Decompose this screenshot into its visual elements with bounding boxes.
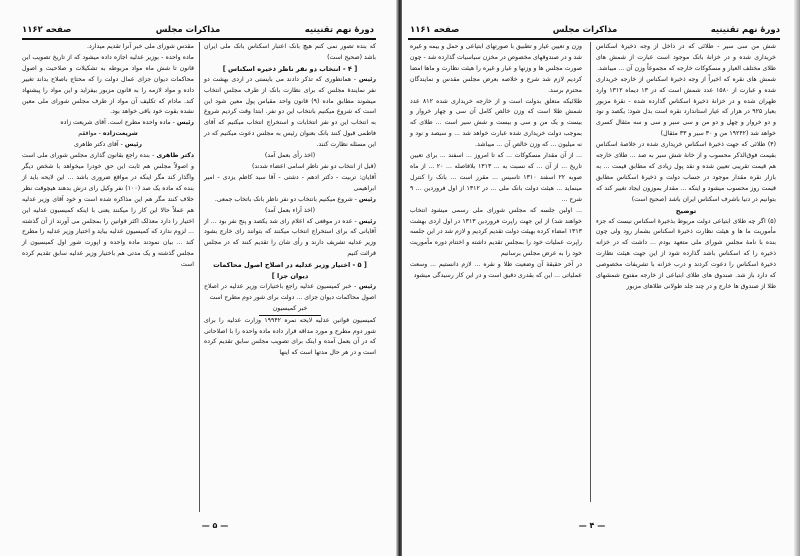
paragraph: ماده واحده - بوزیر عدلیه اجازه داده میشود که از تاریخ تصویب این قانون تا شش ماه مواد مربوطه به تشکیلات و صلاحیت و اصول محاکمات دیوان جزای عمال دولت را که محتاج باصلاح بداند تغییر داده و مواد لازمه را به قانون مزبور بیفزاید و این مواد را پیشنهاد کند. مادام که تکلیف آن مواد از طرف مجلس شورای ملی معین نشده بقوت خود باقی خواهد بود.: [22, 53, 194, 116]
speech: [22, 140, 194, 151]
right-page: [402, 0, 800, 556]
speech: [204, 195, 376, 206]
speech: [204, 217, 376, 261]
speech: [22, 118, 194, 129]
speaker: رئیس: [358, 75, 377, 83]
header-title: مذاکرات مجلس: [552, 25, 618, 35]
speech-text: - موافقم: [78, 130, 101, 138]
speech: [204, 75, 376, 151]
column-right: [596, 42, 776, 293]
paragraph: که بنده تصور نمی کنم هیچ بانک اعتبار اسکناس بانک ملی ایران باشد (صحیح است): [204, 43, 376, 61]
speaker: رئیس: [124, 141, 142, 149]
speaker: رئیس: [358, 282, 377, 290]
speaker: رئیس: [358, 195, 376, 203]
speaker: دکتر طاهری: [156, 152, 195, 160]
paragraph: (۵) اگر چه طلای ابتیاعی دولت مربوط بذخیرهٔ اسکناس نیست که جزء مأموریت ما ها و هیئت نظارت ذخیرهٔ اسکناس بشمار رود ولی چون بنده با نامهٔ مجلس شورای ملی متعهد بودم ... داشت که در خزانه ذخیره را که اسکناس باشد گذارده شود از این جهت هیئت نظارت ذخیرهٔ اسکناس را دعوت کردند و درب خزانه با تشریفات مخصوصی که دارد باز شد. صندوق های طلای ابتیاعی از خارجه مفتوح شمشهای طلا از صندوق ها خارج و در چند جلد طولانی طلاهای مزبور: [596, 217, 776, 290]
session-label: دورهٔ نهم تقنینیه: [710, 25, 780, 35]
paragraph: در آخر حقیقهٔ آن وضعیت طلا و نقره ... لازم دانستیم ... وسعت عملیاتی ... این که بقدری دقیق است و در این کار رسیدگی میشود: [410, 261, 582, 280]
column-left: [410, 42, 582, 282]
stage-direction: (اخذ آراء بعمل آمد): [264, 206, 316, 214]
page-footer-number: — ۵ —: [201, 521, 229, 530]
speech: [204, 282, 376, 304]
paragraph: ... از آن مقدار مسکوکات ... که تا امروز ... اسفند ... برای تعیین تاریخ ... از آن ... که نسبت به ... ۱۳۱۳ بلافاصله ... ۲۰ ... از ماه صوبه ۲۲ اسفند ۱۳۱۰ تاسیس ... مقرر است ... بانک را کنترل مینماید ... هیئت دولت بانک ملی ... در ۱۳۱۲ از اول فروردین ... ۹ شرح ...: [410, 152, 582, 203]
committee-report-label: [204, 304, 376, 316]
paragraph: کمیسیون قوانین عدلیه لایحه نمره ۱۹۹۴۲ وزارت عدلیه را برای شور دوم مطرح و مورد مداقه قرار داده ماده واحده را با اصلاحاتی که در آن بعمل آمده و اینک برای تصویب مجلس سابق تقدیم کرده است و در هر حال مدتها است که اینها: [204, 316, 376, 357]
speaker: شریعت‌زاده: [102, 130, 138, 138]
page-header: [22, 24, 374, 36]
speech: [22, 151, 194, 271]
paragraph: مقدس شورای ملی خبر آنرا تقدیم میدارد.: [87, 43, 194, 50]
section-heading: [ ۵ - اختیار وزیر عدلیه در اصلاح اصول محاکمات دیوان جزا ]: [213, 261, 367, 281]
paragraph: شمش های نقره که اخیراً از وجه ذخیرهٔ اسکناس از خارجه خریداری شده و عبارت از ۱۵۸۰ عدد شمش است که در ۱۳ دیماه ۱۳۱۲ وارد طهران شده و در خزانهٔ ذخیرهٔ اسکناس گذارده شده - نقرهٔ مزبور بعیار ۹۲۵ در هزار که عیار استاندارد نقره است بدل شود: یکصد و نود و دو خروار و چهل و دو من و سی سیر و سی و سه مثقال کسری خواهد شد (۱۹۲۴۲ من و ۳۰ سیر و ۳۳ مثقال): [596, 75, 776, 138]
section-heading: توضیح: [675, 206, 697, 215]
left-page: [0, 0, 398, 556]
page-number: صفحه ۱۱۶۲: [22, 25, 72, 35]
page-edge: [794, 0, 800, 556]
speech: [22, 129, 194, 140]
section-heading: [ ۴ - انتخاب دو نفر ناظر ذخیره اسکناس ]: [222, 64, 358, 73]
page-number: صفحه ۱۱۶۱: [410, 25, 460, 35]
column-right: [204, 42, 376, 359]
paragraph: وزن و تعیین عیار و تطبیق با صورتهای ابتیاعی و حمل و بیمه و غیره شد و در صندوقهای مخصوص در مخزن سیاسیات گذارده شد - چون صورت مجلس ها و وزنها و عیار و غیره را هیئت نظارت و ماها امضا کردیم لازم شد شرح و خلاصه بعرض مجلس مقدس و نمایندگان محترم برسد.: [410, 43, 582, 94]
speech-text: - خبر کمیسیون عدلیه راجع باختیارات وزیر عدلیه در اصلاح اصول محاکمات دیوان جزای ... دولت برای شور دوم مطرح است: [204, 282, 376, 301]
paragraph: آقایان: تربیت - دکتر ادهم - دشتی - آقا سید کاظم یزدی - امیر ابراهیمی: [204, 173, 376, 192]
paragraph: شش من سی سیر - طلائی که در داخل از وجه ذخیرهٔ اسکناس خریداری شده و در خزانهٔ بانک موجود است عبارت از شمش های طلای مختلف العیار و مسکوکات خارجه که مجموعاً وزن آن ... میباشد.: [596, 43, 776, 72]
speech-text: - شروع میکنیم بانتخاب دو نفر ناظر بانک باتخاب جمعی.: [214, 195, 357, 203]
header-rule: [408, 38, 780, 40]
session-label: دورهٔ نهم تقنینیه: [304, 25, 374, 35]
paragraph: (قبل از انتخاب دو نفر ناظر اسامی اعضاء شدند): [252, 162, 376, 170]
speech-text: - آقای دکتر طاهری: [74, 141, 123, 149]
paragraph: ... اولین جلسه که مجلس شورای ملی رسمی میشود انتخاب خواهند شد) از این جهت راپرت فروردین ۱۳۱۳ در اول اردی بهشت ۱۳۱۳ امضاء کرده بهیئت دولت تقدیم کردیم و لازم شد در این جلسه راپرت عملیات خود را بمجلس تقدیم داشته و اختتام دوره مأموریت خود را به عرض مجلس برسانیم: [410, 206, 582, 258]
paragraph: (۴) طلائی که جهت ذخیرهٔ اسکناس خریداری شده در خلاصهٔ اسکناس بقیمت فوق‌الذکر محسوب و از خانهٔ شش سیر به صد ... طلای خارجه هم قیمت تقریبی تعیین شده و نقد پول زیادی که مطابق قیمت ... به بازار نقره مقدار موجود در حساب دولت و ذخیرهٔ اسکناس مطابق قیمت روز محسوب میشود و اینکه ... مقدار بموزون ایجاد تغییر کند که بتوانیم در دنیا باشرف اسکناس ایران باشد (صحیح است): [596, 141, 776, 203]
speech-text: - بنده راجع بقانون گذاری مجلس شورای ملی است و اصولاً مجلس هم ثابت این حق خودرا میخواهد با شخص دیگر واگذار کند مگر اینکه در مواقع ضروری باشد ... این لایحه باید از بنده که ماده یک صد (۱۰۰) نفر وکیل رای درش بدهند هیچوقت نظر خلاف کنند مگر هم این مذاکره شده است و خود آقای وزیر عدلیه هم عملاً حالا این کار را میکنند یعنی با اینکه کمیسیون عدلیه این اختیار را دارد معذلک اکثر قوانین را بمجلس می آورند از آن گذشته ... لزوم ندارد که کمیسیون عدلیه بیاید و اختیار وزیر عدلیه را مطرح کند ... بیان نمودند ماده واحده و اپورت شور اول کمیسیون از مجلس گذشته و یک مدتی هم باختیار وزیر عدلیه سابق تقدیم کرده است: [22, 152, 194, 269]
page-footer-number: — ۴ —: [578, 521, 606, 530]
speech-text: - همانطوری که تذکر دادند می بایستی در اردی بهشت دو نفر نمایندهٔ مجلس که برای نظارت بانک از طرف مجلس انتخاب میشوند مطابق ماده (۹) قانون واحد مقیاس پول معین شود این است که شروع میکنیم بانتخاب این دو نفر. ابتدا وقت کردیم شروع به انتخاب این دو نفر انتخابات و استخراج انتخاب میکنیم که آقای فاطمی قبول کنند بانک بعنوان رئیس به مجلس دعوت میکنیم که در این مسئله نظارت کنند.: [204, 75, 376, 149]
underlined-label: خبر کمیسیون: [259, 304, 322, 316]
header-rule: [22, 38, 376, 40]
column-divider: [199, 42, 200, 512]
column-left: [22, 42, 194, 271]
page-header: [410, 24, 780, 36]
speech-text: - ماده واحده مطرح است. آقای شریعت زاده: [60, 119, 175, 127]
header-title: مذاکرات مجلس: [155, 25, 221, 35]
speech-text: - عده در موقعی که اعلام رای شد یکصد و پنج نفر بود ... از آقایانی که برای استخراج انتخاب میکنند که بتوانند رای خارج بشود وزیر عدلیه تشریف دارند و رأی شان را تقدیم کنند که در مجلس قرائت کنیم: [204, 217, 376, 258]
speaker: رئیس: [176, 119, 194, 127]
paragraph: طلائیکه متعلق بدولت است و از خارجه خریداری شده ۸۱۲ عدد شمش طلا است که وزن خالص کامل آن سی و چهار خروار و بیست و یک من و سی و بیست و شش سیر است ... طلای که بموجب دولت خریداری شده عبارت خواهد شد ... و سیصد و نود و نه میلیون ... که وزن خالص آن ... میباشد.: [410, 97, 582, 149]
stage-direction: (اخذ رأی بعمل آمد): [264, 152, 316, 160]
speaker: رئیس: [358, 217, 377, 225]
column-divider: [590, 42, 591, 502]
